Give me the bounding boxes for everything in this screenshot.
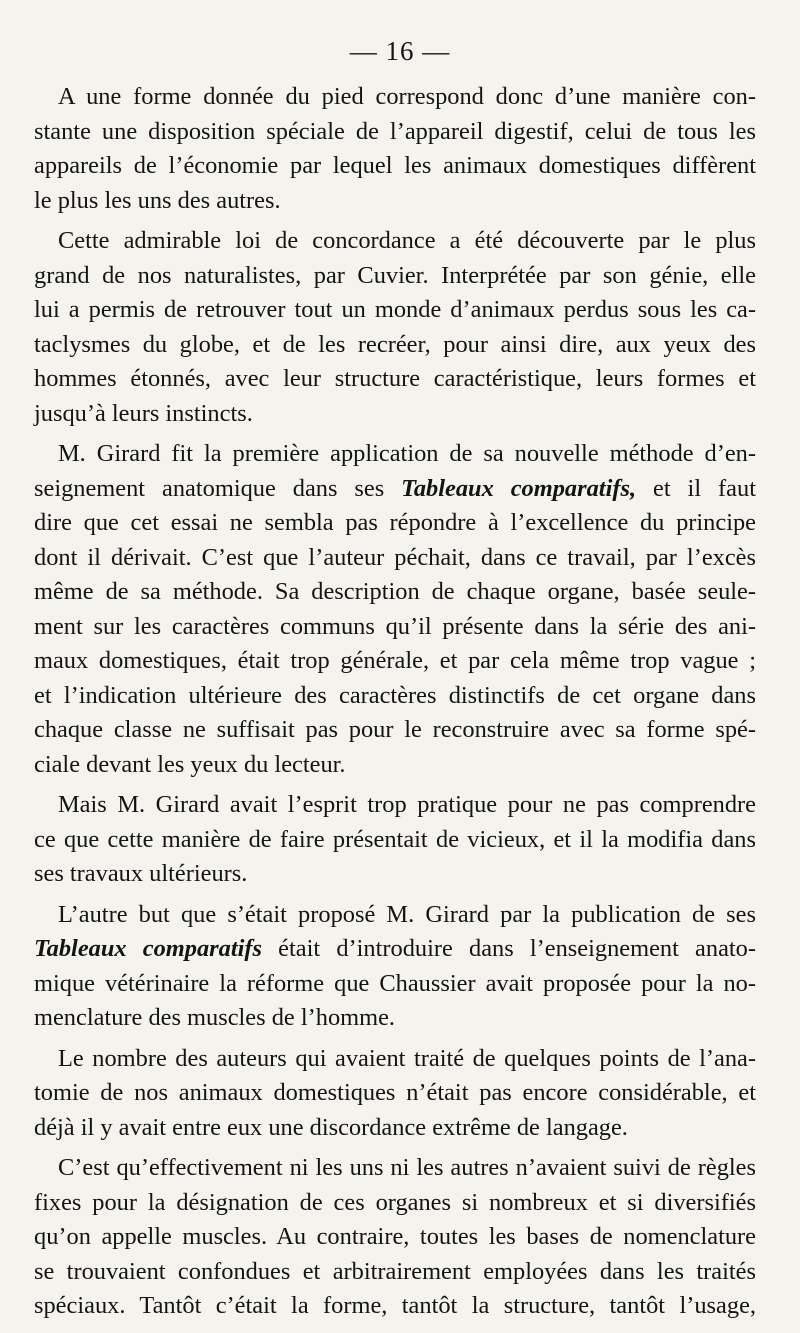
text-line bbox=[34, 541, 756, 576]
text-segment: maux domestiques, était trop générale, et par cela même trop vague ; bbox=[34, 647, 756, 674]
text-line: A une forme donnée du pied correspond donc d’une manière con- bbox=[58, 83, 756, 110]
text-line: appareils de l’économie par lequel les animaux domestiques diffèrent bbox=[34, 152, 756, 179]
text-line bbox=[34, 932, 756, 967]
paragraph-5 bbox=[34, 898, 756, 1036]
text-segment: M. Girard fit la première application de sa nouvelle méthode d’en- bbox=[58, 440, 756, 467]
text-line bbox=[34, 610, 756, 645]
text-line: taclysmes du globe, et de les recréer, pour ainsi dire, aux yeux des bbox=[34, 330, 756, 358]
paragraph-1 bbox=[34, 80, 756, 218]
paragraph-3 bbox=[34, 437, 756, 782]
book-title-italic: Tableaux comparatifs, bbox=[401, 474, 637, 502]
text-line: lui a permis de retrouver tout un monde d’animaux perdus sous les ca- bbox=[34, 296, 756, 323]
text-segment: seignement anatomique dans ses bbox=[34, 474, 402, 502]
page-number: — 16 — bbox=[349, 36, 451, 66]
text-line: Cette admirable loi de concordance a été découverte par le plus bbox=[58, 227, 756, 254]
text-line: ce que cette manière de faire présentait de vicieux, et il la modifia dans bbox=[34, 825, 756, 853]
text-line bbox=[34, 748, 756, 783]
text-line: hommes étonnés, avec leur structure caractéristique, leurs formes et bbox=[34, 365, 756, 392]
text-line bbox=[34, 575, 756, 610]
text-line bbox=[34, 1001, 756, 1036]
text-segment: dire que cet essai ne sembla pas répondre à l’excellence du principe bbox=[34, 509, 756, 536]
paragraph-7 bbox=[34, 1151, 756, 1324]
text-line: grand de nos naturalistes, par Cuvier. Interprétée par son génie, elle bbox=[34, 261, 756, 289]
text-line bbox=[34, 644, 756, 679]
text-line: déjà il y avait entre eux une discordance extrême de langage. bbox=[34, 1113, 628, 1141]
text-segment: dont il dérivait. C’est que l’auteur péchait, dans ce travail, par l’excès bbox=[34, 543, 756, 571]
book-title-italic: Tableaux comparatifs bbox=[34, 935, 263, 962]
text-line bbox=[34, 713, 756, 748]
text-line: Le nombre des auteurs qui avaient traité de quelques points de l’ana- bbox=[58, 1044, 756, 1072]
text-line: tomie de nos animaux domestiques n’était pas encore considérable, et bbox=[34, 1079, 756, 1106]
text-segment: menclature des muscles de l’homme. bbox=[34, 1004, 396, 1031]
text-line: Mais M. Girard avait l’esprit trop pratique pour ne pas comprendre bbox=[58, 791, 756, 818]
text-line: ses travaux ultérieurs. bbox=[34, 860, 248, 887]
text-line bbox=[34, 679, 756, 714]
text-segment: et il faut bbox=[636, 474, 756, 502]
text-line: C’est qu’effectivement ni les uns ni les autres n’avaient suivi de règles bbox=[58, 1154, 756, 1181]
paragraph-4 bbox=[34, 788, 756, 892]
text-line: stante une disposition spéciale de l’appareil digestif, celui de tous les bbox=[34, 117, 756, 145]
text-segment: L’autre but que s’était proposé M. Girard par la publication de ses bbox=[58, 900, 756, 928]
text-segment: ciale devant les yeux du lecteur. bbox=[34, 750, 346, 778]
body-text bbox=[34, 80, 756, 1330]
paragraph-6 bbox=[34, 1042, 756, 1146]
paragraph-2 bbox=[34, 224, 756, 431]
text-line: jusqu’à leurs instincts. bbox=[34, 399, 253, 427]
text-segment: était d’introduire dans l’enseignement anato- bbox=[262, 935, 756, 962]
text-line bbox=[34, 506, 756, 541]
text-line: se trouvaient confondues et arbitrairement employées dans les traités bbox=[34, 1257, 756, 1285]
text-line: fixes pour la désignation de ces organes si nombreux et si diversifiés bbox=[34, 1188, 756, 1216]
text-segment: même de sa méthode. Sa description de chaque organe, basée seule- bbox=[34, 578, 756, 605]
text-segment: chaque classe ne suffisait pas pour le reconstruire avec sa forme spé- bbox=[34, 716, 756, 743]
text-line: qu’on appelle muscles. Au contraire, toutes les bases de nomenclature bbox=[34, 1223, 756, 1250]
text-segment: et l’indication ultérieure des caractères distinctifs de cet organe dans bbox=[34, 681, 756, 709]
text-line bbox=[34, 437, 756, 472]
text-line bbox=[34, 898, 756, 933]
text-line bbox=[34, 472, 756, 507]
text-segment: ment sur les caractères communs qu’il présente dans la série des ani- bbox=[34, 612, 756, 640]
text-line: le plus les uns des autres. bbox=[34, 186, 281, 214]
text-segment: mique vétérinaire la réforme que Chaussier avait proposée pour la no- bbox=[34, 969, 756, 997]
text-line: spéciaux. Tantôt c’était la forme, tantôt la structure, tantôt l’usage, bbox=[34, 1292, 756, 1319]
text-line bbox=[34, 967, 756, 1002]
